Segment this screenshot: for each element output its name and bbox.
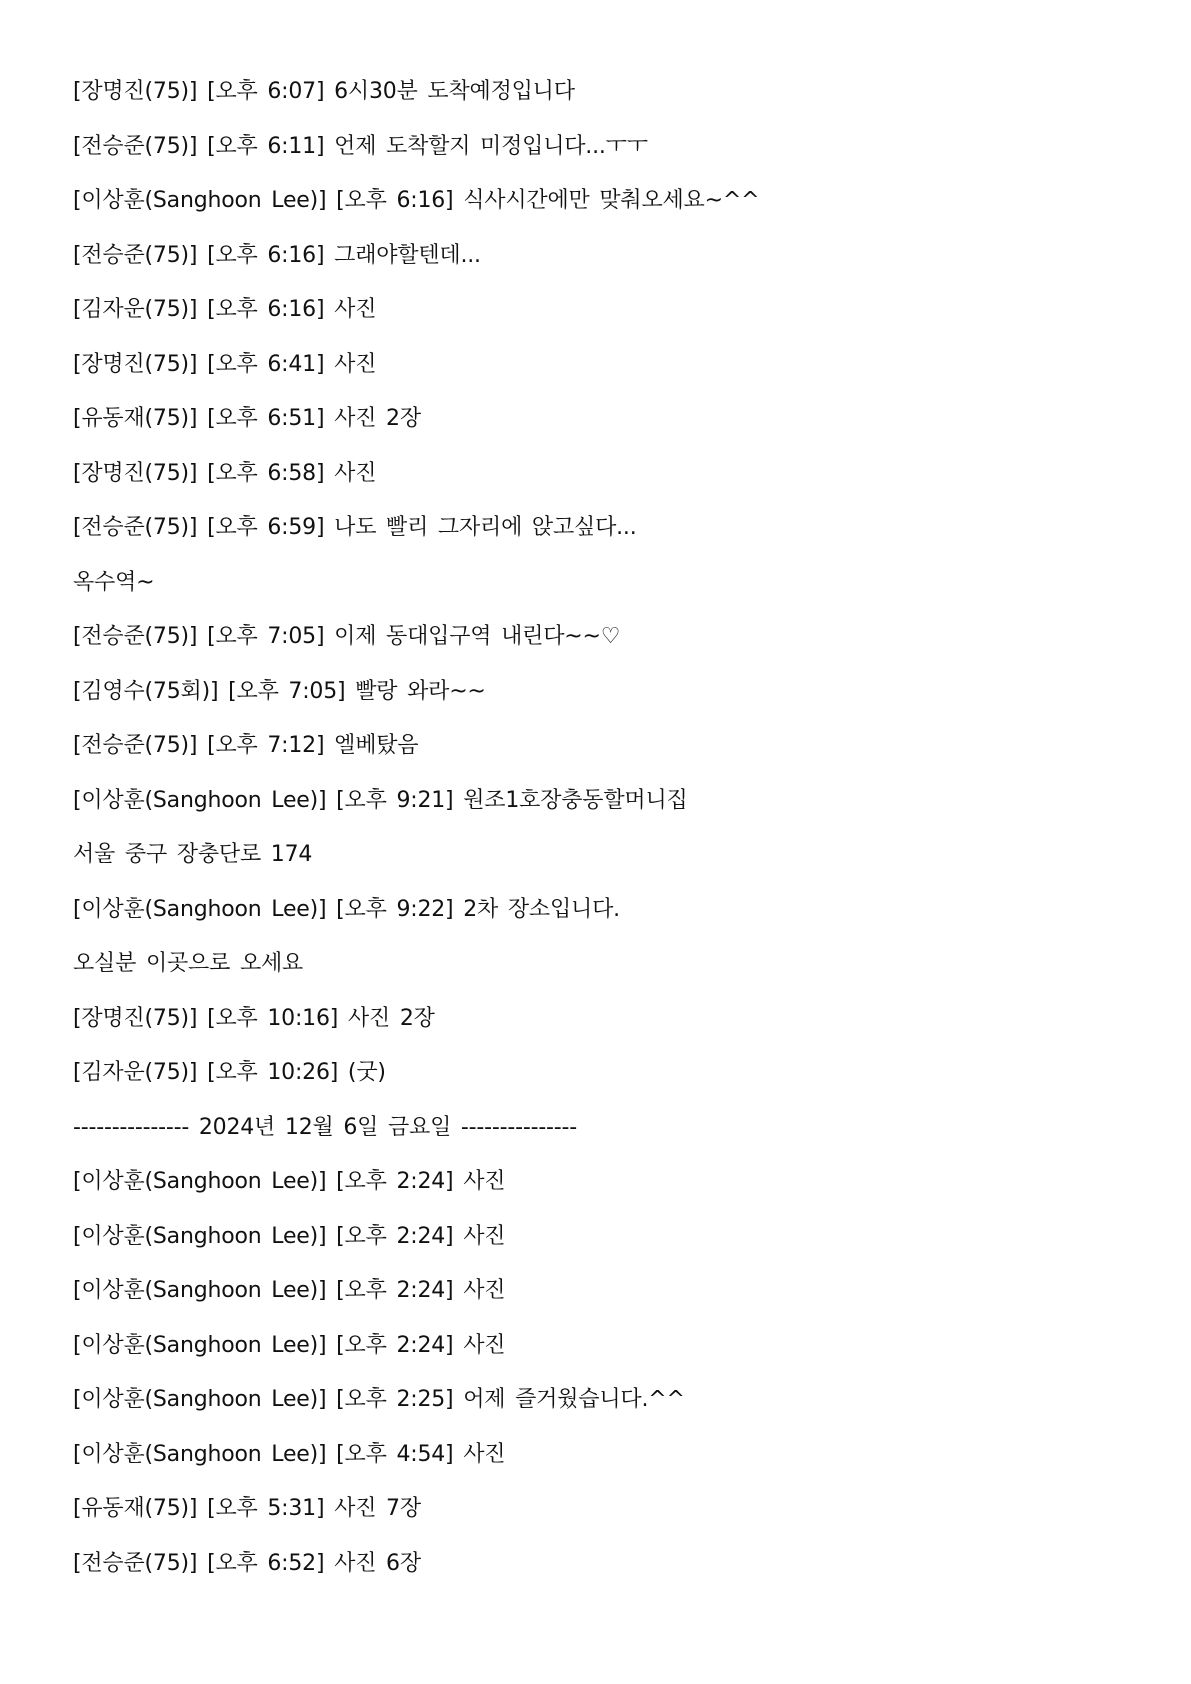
chat-message: [이상훈(Sanghoon Lee)] [오후 2:25] 어제 즐거웠습니다.^^ bbox=[73, 1387, 685, 1412]
chat-message: [이상훈(Sanghoon Lee)] [오후 9:21] 원조1호장충동할머니집 bbox=[73, 787, 688, 813]
chat-message: [장명진(75)] [오후 6:07] 6시30분 도착예정입니다 bbox=[73, 79, 575, 104]
date-separator: --------------- 2024년 12월 6일 금요일 --------------- bbox=[73, 1114, 578, 1140]
chat-message: [전승준(75)] [오후 7:05] 이제 동대입구역 내린다~~♡ bbox=[73, 624, 621, 649]
chat-message: [유동재(75)] [오후 5:31] 사진 7장 bbox=[73, 1496, 421, 1521]
chat-message: [이상훈(Sanghoon Lee)] [오후 2:24] 사진 bbox=[73, 1169, 506, 1194]
chat-message: [전승준(75)] [오후 6:11] 언제 도착할지 미정입니다...ㅜㅜ bbox=[73, 133, 648, 159]
chat-message: [김자운(75)] [오후 10:26] (굿) bbox=[73, 1060, 386, 1085]
chat-message: [유동재(75)] [오후 6:51] 사진 2장 bbox=[73, 406, 421, 431]
chat-message-continuation: 서울 중구 장충단로 174 bbox=[73, 842, 313, 867]
chat-message: [전승준(75)] [오후 7:12] 엘베탔음 bbox=[73, 733, 419, 758]
chat-message: [전승준(75)] [오후 6:16] 그래야할텐데... bbox=[73, 242, 481, 268]
chat-message: [장명진(75)] [오후 6:58] 사진 bbox=[73, 460, 377, 486]
chat-message: [이상훈(Sanghoon Lee)] [오후 2:24] 사진 bbox=[73, 1332, 506, 1358]
chat-message: [장명진(75)] [오후 6:41] 사진 bbox=[73, 351, 377, 377]
chat-message: [장명진(75)] [오후 10:16] 사진 2장 bbox=[73, 1005, 435, 1031]
chat-message: [이상훈(Sanghoon Lee)] [오후 2:24] 사진 bbox=[73, 1223, 506, 1249]
chat-message: [김자운(75)] [오후 6:16] 사진 bbox=[73, 297, 377, 322]
chat-message: [이상훈(Sanghoon Lee)] [오후 2:24] 사진 bbox=[73, 1278, 506, 1303]
chat-message: [이상훈(Sanghoon Lee)] [오후 4:54] 사진 bbox=[73, 1441, 506, 1467]
chat-message: [전승준(75)] [오후 6:52] 사진 6장 bbox=[73, 1550, 421, 1576]
chat-message: [전승준(75)] [오후 6:59] 나도 빨리 그자리에 앉고싶다... bbox=[73, 515, 637, 540]
chat-log bbox=[73, 72, 1113, 1598]
chat-message: [김영수(75회)] [오후 7:05] 빨랑 와라~~ bbox=[73, 678, 486, 704]
chat-message: [이상훈(Sanghoon Lee)] [오후 6:16] 식사시간에만 맞춰오세요~^^ bbox=[73, 188, 760, 213]
chat-message-continuation: 옥수역~ bbox=[73, 569, 155, 595]
chat-message: [이상훈(Sanghoon Lee)] [오후 9:22] 2차 장소입니다. bbox=[73, 896, 620, 922]
chat-message-continuation: 오실분 이곳으로 오세요 bbox=[73, 951, 304, 976]
